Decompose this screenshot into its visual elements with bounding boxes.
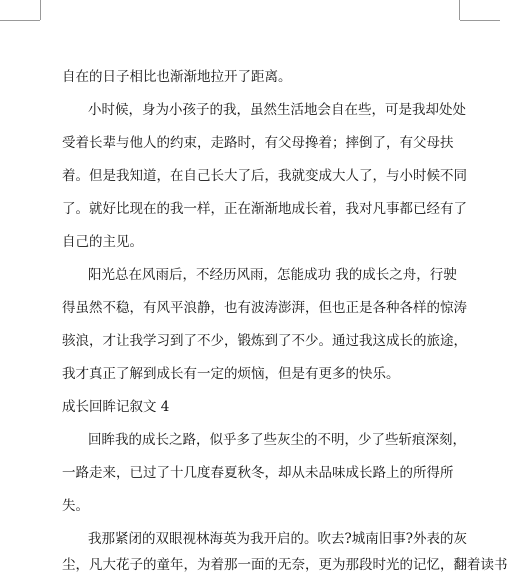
text-line: 自在的日子相比也渐渐地拉开了距离。	[62, 69, 292, 85]
crop-mark-top-left-vertical	[40, 0, 41, 20]
text-line: 骇浪，才让我学习到了不少，锻炼到了不少。通过我这成长的旅途，	[62, 333, 467, 349]
text-line: 我才真正了解到成长有一定的烦恼，但是有更多的快乐。	[62, 366, 400, 382]
section-heading: 成长回眸记叙文 4	[62, 399, 170, 415]
text-line: 了。就好比现在的我一样，正在渐渐地成长着，我对凡事都已经有了	[62, 201, 467, 217]
crop-mark-top-left	[0, 20, 40, 21]
text-line: 失。	[62, 498, 89, 514]
paragraph-first-line: 我那紧闭的双眼视林海英为我开启的。吹去?城南旧事?外表的灰	[88, 531, 467, 547]
text-line: 受着长辈与他人的约束，走路时，有父母搀着；摔倒了，有父母扶	[62, 135, 454, 151]
text-line: 自己的主见。	[62, 234, 143, 250]
crop-mark-top-right-vertical	[459, 0, 460, 20]
paragraph-first-line: 阳光总在风雨后，不经历风雨，怎能成功 我的成长之舟，行驶	[88, 267, 457, 283]
paragraph-first-line: 小时候，身为小孩子的我，虽然生活地会自在些，可是我却处处	[88, 102, 466, 118]
text-line-partial: 尘，凡大花子的童年，为着那一面的无奈，更为那段时光的记忆，翻着读书	[62, 557, 508, 573]
text-line: 着。但是我知道，在自己长大了后，我就变成大人了，与小时候不同	[62, 168, 467, 184]
text-line: 得虽然不稳，有风平浪静，也有波涛澎湃，但也正是各种各样的惊涛	[62, 300, 467, 316]
crop-mark-top-right	[460, 20, 500, 21]
cut-off-line	[62, 556, 508, 573]
paragraph-first-line: 回眸我的成长之路，似乎多了些灰尘的不明，少了些斩痕深刻，	[88, 432, 466, 448]
text-line: 一路走来，已过了十几度春夏秋冬，却从未品味成长路上的所得所	[62, 465, 454, 481]
